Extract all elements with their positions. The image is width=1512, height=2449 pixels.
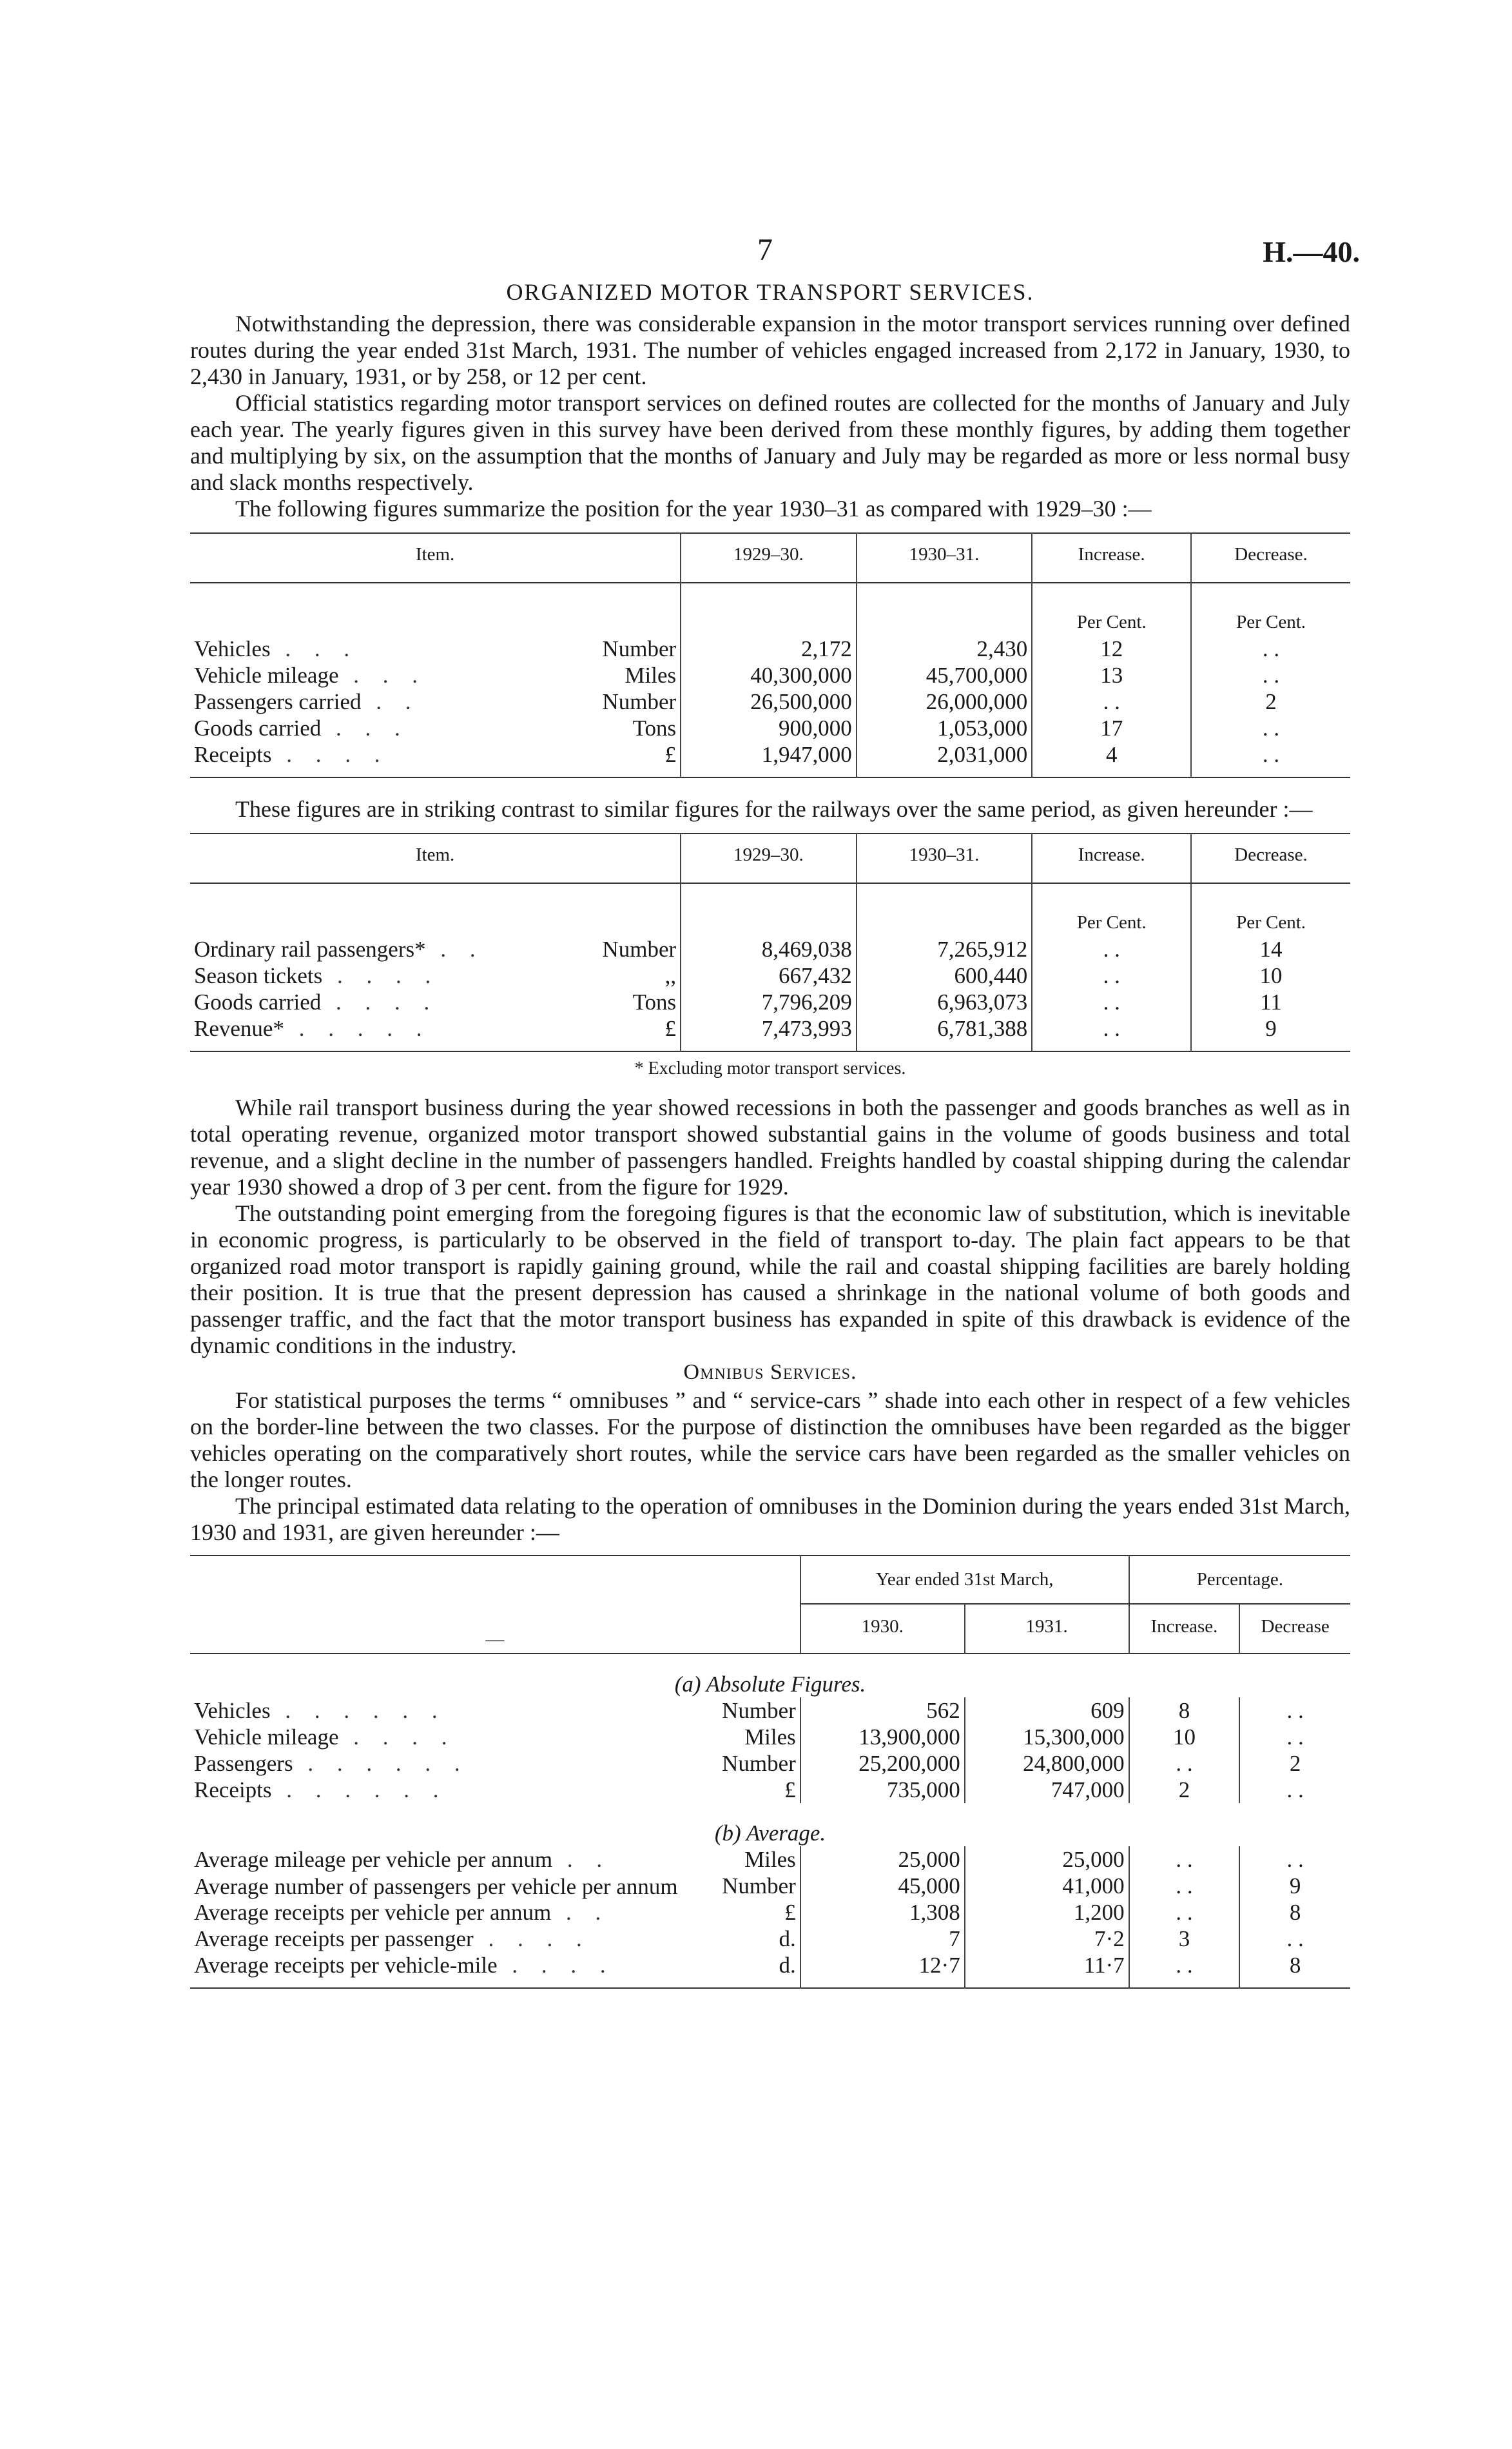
value-1930-31: 6,963,073 — [857, 989, 1032, 1015]
value-1931: 41,000 — [965, 1873, 1129, 1899]
value-1930-31: 26,000,000 — [857, 688, 1032, 715]
column-header-year-2: 1930–31. — [857, 533, 1032, 583]
subsection-heading: Omnibus Services. — [683, 1360, 857, 1384]
row-unit: £ — [784, 1777, 796, 1802]
column-header-year-1: 1929–30. — [681, 834, 857, 883]
table-row: Average receipts per passenger . . . . d. 7 7·2 3 . . — [190, 1926, 1350, 1952]
column-header-item: Item. — [415, 544, 455, 565]
table-row: Vehicle mileage . . . Miles 40,300,000 45,700,000 13 . . — [190, 662, 1350, 688]
column-header-year-1: 1929–30. — [681, 533, 857, 583]
value-1931: 1,200 — [965, 1899, 1129, 1926]
column-header-year-2: 1930–31. — [857, 834, 1032, 883]
value-1930-31: 2,031,000 — [857, 741, 1032, 777]
value-increase: . . — [1129, 1899, 1240, 1926]
row-label: Average mileage per vehicle per annum — [194, 1847, 553, 1872]
value-1931: 7·2 — [965, 1926, 1129, 1952]
per-cent-label: Per Cent. — [1191, 583, 1350, 636]
row-unit: £ — [784, 1900, 796, 1925]
value-1930: 1,308 — [800, 1899, 965, 1926]
table-row: Goods carried . . . . Tons 7,796,209 6,963,073 . . 11 — [190, 989, 1350, 1015]
value-increase: 4 — [1032, 741, 1191, 777]
row-unit: Number — [722, 1873, 796, 1898]
value-1930: 13,900,000 — [800, 1724, 965, 1750]
row-unit: Miles — [744, 1847, 796, 1872]
row-label: Vehicles — [194, 636, 271, 661]
row-label: Receipts — [194, 1777, 272, 1802]
column-header-increase: Increase. — [1032, 533, 1191, 583]
row-unit: Number — [602, 937, 677, 962]
section-title: ORGANIZED MOTOR TRANSPORT SERVICES. — [506, 279, 1034, 305]
table-row: Revenue* . . . . . £ 7,473,993 6,781,388 . . 9 — [190, 1015, 1350, 1051]
value-1931: 24,800,000 — [965, 1750, 1129, 1777]
value-decrease: 14 — [1191, 936, 1350, 962]
value-1929-30: 8,469,038 — [681, 936, 857, 962]
document-reference: H.—40. — [1263, 235, 1360, 268]
row-label: Passengers — [194, 1751, 293, 1776]
value-decrease: . . — [1239, 1777, 1350, 1803]
value-1931: 609 — [965, 1697, 1129, 1724]
per-cent-label: Per Cent. — [1032, 583, 1191, 636]
value-1931: 11·7 — [965, 1952, 1129, 1988]
per-cent-label: Per Cent. — [1032, 883, 1191, 936]
value-1929-30: 1,947,000 — [681, 741, 857, 777]
row-label: Revenue* — [194, 1016, 284, 1041]
motor-transport-table — [190, 532, 1350, 778]
paragraph: The following figures summarize the position for the year 1930–31 as compared with 1929–30 :— — [235, 496, 1152, 522]
value-decrease: 8 — [1239, 1899, 1350, 1926]
row-unit: Number — [722, 1698, 796, 1723]
value-1929-30: 7,796,209 — [681, 989, 857, 1015]
group-header-year: Year ended 31st March, — [800, 1556, 1129, 1604]
value-decrease: 10 — [1191, 962, 1350, 989]
row-unit: Number — [602, 636, 677, 661]
row-label: Ordinary rail passengers* — [194, 937, 426, 962]
value-1929-30: 667,432 — [681, 962, 857, 989]
value-increase: . . — [1032, 989, 1191, 1015]
value-1930: 25,200,000 — [800, 1750, 965, 1777]
value-1930: 25,000 — [800, 1846, 965, 1873]
value-1929-30: 7,473,993 — [681, 1015, 857, 1051]
row-label: Vehicle mileage — [194, 1724, 339, 1750]
value-increase: . . — [1129, 1846, 1240, 1873]
group-header-percentage: Percentage. — [1129, 1556, 1350, 1604]
value-1930: 562 — [800, 1697, 965, 1724]
row-label: Average receipts per vehicle-mile — [194, 1953, 498, 1978]
table-row: Vehicle mileage . . . . Miles 13,900,000 15,300,000 10 . . — [190, 1724, 1350, 1750]
value-1929-30: 40,300,000 — [681, 662, 857, 688]
value-decrease: 9 — [1239, 1873, 1350, 1899]
table-row: Vehicles . . . Number 2,172 2,430 12 . . — [190, 636, 1350, 662]
table-row: Average receipts per vehicle-mile . . . . d. 12·7 11·7 . . 8 — [190, 1952, 1350, 1988]
value-1930-31: 600,440 — [857, 962, 1032, 989]
row-unit: Tons — [632, 716, 677, 741]
row-unit: Number — [602, 689, 677, 714]
value-1931: 747,000 — [965, 1777, 1129, 1803]
table-row: Receipts . . . . . . £ 735,000 747,000 2 . . — [190, 1777, 1350, 1803]
paragraph: Notwithstanding the depression, there was considerable expansion in the motor transport services running over defined routes during the year ended 31st March, 1931. The number of vehicles engaged increased from 2,172 in January, 1930, to 2,430 in January, 1931, or by 258, or 12 per cent. — [190, 311, 1350, 389]
value-1930: 7 — [800, 1926, 965, 1952]
value-decrease: 2 — [1239, 1750, 1350, 1777]
row-unit: Miles — [625, 663, 677, 688]
value-1929-30: 26,500,000 — [681, 688, 857, 715]
table-row: Passengers . . . . . . Number 25,200,000 24,800,000 . . 2 — [190, 1750, 1350, 1777]
row-label: Passengers carried — [194, 689, 362, 714]
paragraph: While rail transport business during the year showed recessions in both the passenger and goods branches as well as in total operating revenue, organized motor transport showed substantial gains in the volume of goods business and total revenue, and a slight decline in the number of passengers handled. Freights handled by coastal shipping during the calendar year 1930 showed a drop of 3 per cent. from the figure for 1929. — [190, 1095, 1350, 1200]
value-1930-31: 45,700,000 — [857, 662, 1032, 688]
value-decrease: 8 — [1239, 1952, 1350, 1988]
value-increase: 17 — [1032, 715, 1191, 741]
column-header-item: Item. — [415, 844, 455, 865]
paragraph: For statistical purposes the terms “ omnibuses ” and “ service-cars ” shade into each other in respect of a few vehicles on the border-line between the two classes. For the purpose of distinction the omnibuses have been regarded as the bigger vehicles operating on the comparatively short routes, while the service cars have been regarded as the smaller vehicles on the longer routes. — [190, 1387, 1350, 1492]
row-unit: Number — [722, 1751, 796, 1776]
value-decrease: 2 — [1191, 688, 1350, 715]
value-increase: . . — [1129, 1952, 1240, 1988]
document-page — [190, 232, 1360, 2007]
row-unit: d. — [779, 1926, 796, 1951]
row-unit: Tons — [632, 990, 677, 1015]
row-unit: £ — [664, 1016, 677, 1041]
omnibus-table — [190, 1555, 1350, 1989]
table-row: Average receipts per vehicle per annum . . £ 1,308 1,200 . . 8 — [190, 1899, 1350, 1926]
section-average: (b) Average. — [714, 1820, 826, 1846]
column-header-increase: Increase. — [1129, 1604, 1240, 1654]
value-increase: 3 — [1129, 1926, 1240, 1952]
value-1930: 735,000 — [800, 1777, 965, 1803]
table-row: Average mileage per vehicle per annum . . Miles 25,000 25,000 . . . . — [190, 1846, 1350, 1873]
row-label: Receipts — [194, 742, 272, 767]
value-decrease: . . — [1191, 636, 1350, 662]
value-increase: . . — [1032, 688, 1191, 715]
row-label: Vehicle mileage — [194, 663, 339, 688]
table-row: Ordinary rail passengers* . . Number 8,469,038 7,265,912 . . 14 — [190, 936, 1350, 962]
table-row: Goods carried . . . Tons 900,000 1,053,000 17 . . — [190, 715, 1350, 741]
paragraph: The principal estimated data relating to the operation of omnibuses in the Dominion during the years ended 31st March, 1930 and 1931, are given hereunder :— — [190, 1493, 1350, 1545]
railway-table — [190, 833, 1350, 1052]
value-increase: 8 — [1129, 1697, 1240, 1724]
row-label: Goods carried — [194, 716, 322, 741]
column-header-decrease: Decrease. — [1191, 533, 1350, 583]
column-header-1930: 1930. — [800, 1604, 965, 1654]
table-row: Season tickets . . . . ,, 667,432 600,440 . . 10 — [190, 962, 1350, 989]
value-1931: 15,300,000 — [965, 1724, 1129, 1750]
column-header-decrease: Decrease. — [1191, 834, 1350, 883]
blank-header: — — [190, 1556, 800, 1654]
value-1930: 12·7 — [800, 1952, 965, 1988]
paragraph: These figures are in striking contrast to similar figures for the railways over the same period, as given hereunder :— — [235, 796, 1313, 822]
page-header — [190, 232, 1360, 277]
value-1930: 45,000 — [800, 1873, 965, 1899]
row-unit: d. — [779, 1953, 796, 1978]
row-label: Vehicles — [194, 1698, 271, 1723]
table-footnote: * Excluding motor transport services. — [634, 1059, 906, 1078]
table-row: Passengers carried . . Number 26,500,000 26,000,000 . . 2 — [190, 688, 1350, 715]
value-increase: 13 — [1032, 662, 1191, 688]
value-1930-31: 2,430 — [857, 636, 1032, 662]
value-increase: . . — [1129, 1750, 1240, 1777]
value-decrease: . . — [1239, 1724, 1350, 1750]
value-increase: . . — [1032, 936, 1191, 962]
row-unit: £ — [664, 742, 677, 767]
value-1929-30: 2,172 — [681, 636, 857, 662]
row-label: Average receipts per passenger — [194, 1926, 474, 1951]
table-row: Receipts . . . . £ 1,947,000 2,031,000 4 . . — [190, 741, 1350, 777]
value-decrease: . . — [1191, 715, 1350, 741]
row-label: Average receipts per vehicle per annum — [194, 1900, 552, 1925]
value-increase: 2 — [1129, 1777, 1240, 1803]
column-header-1931: 1931. — [965, 1604, 1129, 1654]
row-unit: Miles — [744, 1724, 796, 1750]
value-decrease: . . — [1191, 741, 1350, 777]
value-1930-31: 7,265,912 — [857, 936, 1032, 962]
section-absolute-figures: (a) Absolute Figures. — [674, 1672, 866, 1697]
value-1931: 25,000 — [965, 1846, 1129, 1873]
value-decrease: . . — [1191, 662, 1350, 688]
value-increase: 10 — [1129, 1724, 1240, 1750]
paragraph: The outstanding point emerging from the foregoing figures is that the economic law of substitution, which is inevitable in economic progress, is particularly to be observed in the field of transport to-day. The plain fact appears to be that organized road motor transport is rapidly gaining ground, while the rail and coastal shipping facilities are barely holding their position. It is true that the present depression has caused a shrinkage in the national volume of both goods and passenger traffic, and the fact that the motor transport business has expanded in spite of this drawback is evidence of the dynamic conditions in the industry. — [190, 1200, 1350, 1358]
row-label: Season tickets — [194, 963, 323, 988]
value-increase: 12 — [1032, 636, 1191, 662]
value-1930-31: 6,781,388 — [857, 1015, 1032, 1051]
table-row — [190, 1873, 1350, 1899]
value-increase: . . — [1129, 1873, 1240, 1899]
value-decrease: . . — [1239, 1926, 1350, 1952]
row-label: Goods carried — [194, 990, 322, 1015]
column-header-decrease: Decrease — [1239, 1604, 1350, 1654]
per-cent-label: Per Cent. — [1191, 883, 1350, 936]
value-1930-31: 1,053,000 — [857, 715, 1032, 741]
row-label: Average number of passengers per vehicle per annum — [194, 1874, 678, 1899]
page-number: 7 — [757, 233, 773, 267]
value-decrease: 9 — [1191, 1015, 1350, 1051]
value-increase: . . — [1032, 1015, 1191, 1051]
row-unit: ,, — [664, 963, 677, 988]
paragraph: Official statistics regarding motor transport services on defined routes are collected for the months of January and July each year. The yearly figures given in this survey have been derived from these monthly figures, by adding them together and multiplying by six, on the assumption that the months of January and July may be regarded as more or less normal busy and slack months respectively. — [190, 390, 1350, 495]
table-row: Vehicles . . . . . . Number 562 609 8 . . — [190, 1697, 1350, 1724]
value-decrease: . . — [1239, 1697, 1350, 1724]
value-1929-30: 900,000 — [681, 715, 857, 741]
column-header-increase: Increase. — [1032, 834, 1191, 883]
value-increase: . . — [1032, 962, 1191, 989]
value-decrease: . . — [1239, 1846, 1350, 1873]
value-decrease: 11 — [1191, 989, 1350, 1015]
